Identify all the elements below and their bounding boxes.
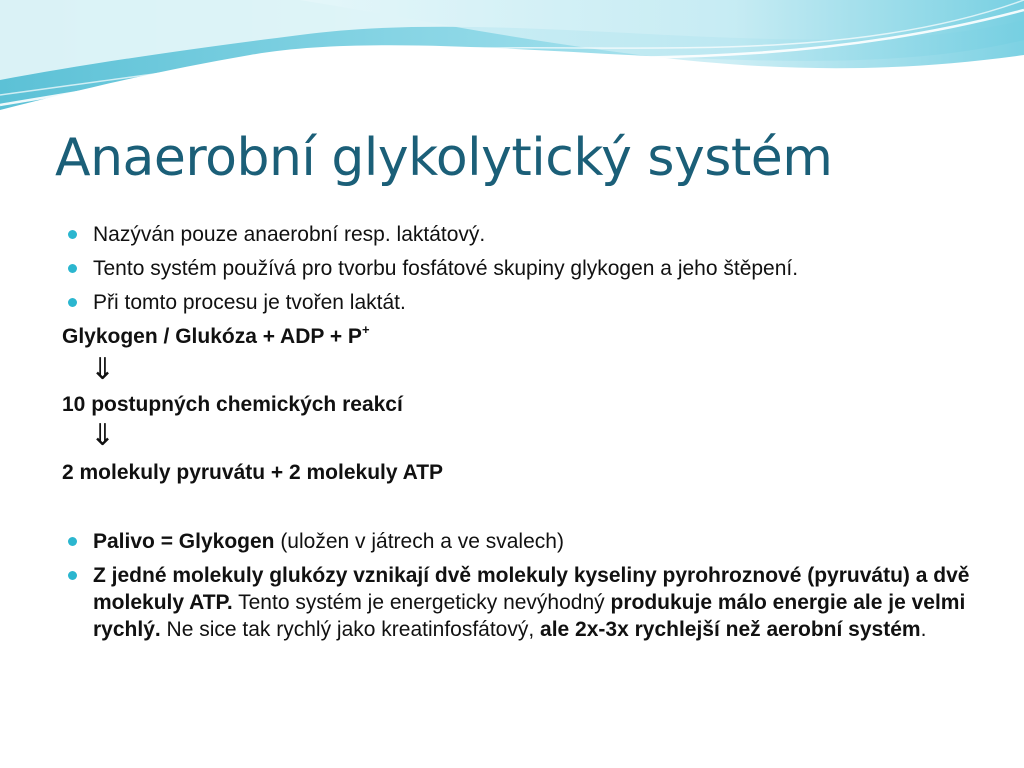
summary-part-3: produkuje málo energie ale je velmi rychlý. bbox=[93, 591, 966, 641]
down-arrow-icon: ⇓ bbox=[90, 352, 116, 387]
bullet-item: Při tomto procesu je tvořen laktát. bbox=[93, 289, 973, 316]
down-arrow-icon: ⇓ bbox=[90, 418, 116, 453]
bullet-item: Tento systém používá pro tvorbu fosfátové skupiny glykogen a jeho štěpení. bbox=[93, 255, 973, 282]
bullet-summary bbox=[93, 562, 973, 643]
equation-reactants bbox=[62, 323, 370, 350]
fuel-label: Palivo = Glykogen bbox=[93, 530, 275, 553]
equation-process: 10 postupných chemických reakcí bbox=[62, 393, 403, 416]
summary-part-5: ale 2x-3x rychlejší než aerobní systém bbox=[540, 618, 921, 641]
phosphate-charge: + bbox=[361, 322, 370, 337]
summary-part-4: Ne sice tak rychlý jako kreatinfosfátový, bbox=[160, 618, 541, 641]
equation-reactants-text: Glykogen / Glukóza + ADP + P bbox=[62, 325, 362, 348]
summary-part-1: Z jedné molekuly glukózy vznikají dvě molekuly kyseliny pyrohroznové (pyruvátu) a dvě molekuly ATP. bbox=[93, 564, 970, 614]
bullet-item: Nazýván pouze anaerobní resp. laktátový. bbox=[93, 221, 973, 248]
header-wave-decoration bbox=[0, 0, 1024, 130]
bullet-fuel bbox=[93, 528, 973, 555]
summary-part-2: Tento systém je energeticky nevýhodný bbox=[232, 591, 611, 614]
fuel-location: (uložen v játrech a ve svalech) bbox=[274, 530, 564, 553]
summary-part-6: . bbox=[920, 618, 927, 641]
slide-title: Anaerobní glykolytický systém bbox=[55, 128, 833, 188]
equation-products: 2 molekuly pyruvátu + 2 molekuly ATP bbox=[62, 461, 444, 484]
